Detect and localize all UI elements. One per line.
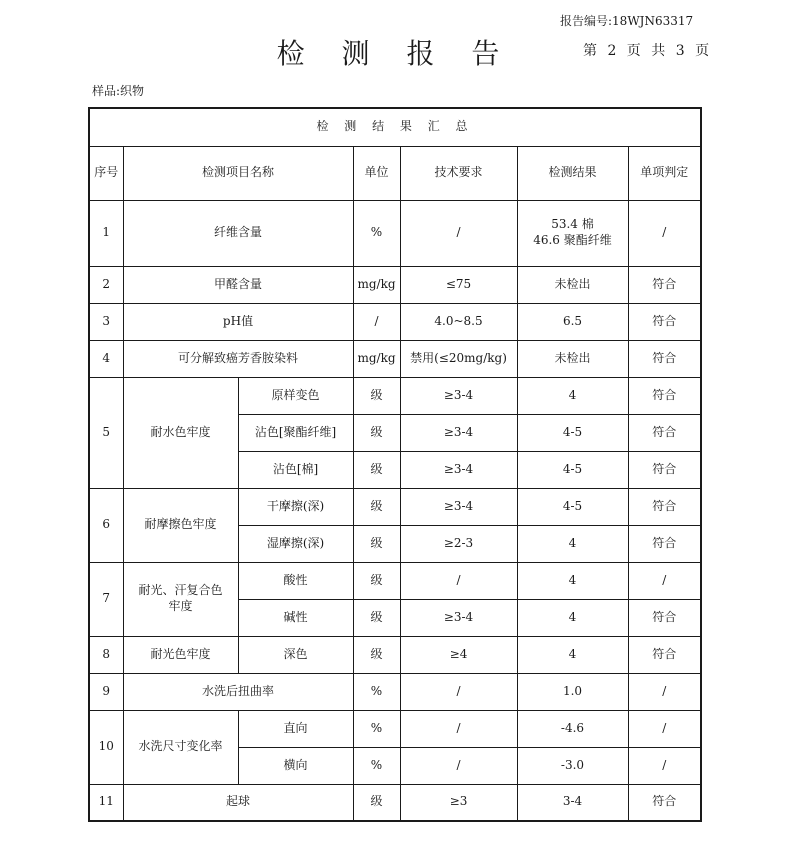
row-seq: 9	[89, 673, 123, 710]
row-subitem: 碱性	[238, 599, 353, 636]
row-judgment: /	[628, 200, 701, 266]
col-header-item: 检测项目名称	[123, 146, 353, 200]
row-judgment: 符合	[628, 377, 701, 414]
page-info: 第 2 页 共 3 页	[583, 43, 713, 59]
row-item: 甲醛含量	[123, 266, 353, 303]
row-result: 6.5	[517, 303, 628, 340]
col-header-result: 检测结果	[517, 146, 628, 200]
row-item: 耐摩擦色牢度	[123, 488, 238, 562]
col-header-requirement: 技术要求	[400, 146, 517, 200]
row-seq: 10	[89, 710, 123, 784]
col-header-judgment: 单项判定	[628, 146, 701, 200]
row-judgment: /	[628, 710, 701, 747]
table-row	[89, 784, 701, 821]
row-seq: 8	[89, 636, 123, 673]
row-unit: /	[353, 303, 400, 340]
section-title: 检 测 结 果 汇 总	[89, 108, 701, 146]
row-result: 3-4	[517, 784, 628, 821]
row-result: 4	[517, 636, 628, 673]
row-result: 未检出	[517, 340, 628, 377]
row-unit: 级	[353, 636, 400, 673]
row-judgment: 符合	[628, 414, 701, 451]
row-requirement: ≥3-4	[400, 414, 517, 451]
row-unit: %	[353, 710, 400, 747]
row-judgment: 符合	[628, 636, 701, 673]
row-unit: 级	[353, 488, 400, 525]
item-line: 牢度	[168, 599, 193, 613]
row-judgment: 符合	[628, 525, 701, 562]
row-unit: mg/kg	[353, 340, 400, 377]
row-result: 4-5	[517, 414, 628, 451]
row-item: 耐光色牢度	[123, 636, 238, 673]
row-result: -4.6	[517, 710, 628, 747]
row-requirement: ≥2-3	[400, 525, 517, 562]
row-result: 4	[517, 525, 628, 562]
row-seq: 6	[89, 488, 123, 562]
table-row	[89, 562, 701, 599]
row-subitem: 直向	[238, 710, 353, 747]
sample-label: 样品:织物	[92, 84, 145, 98]
row-result: 4-5	[517, 488, 628, 525]
row-result	[517, 200, 628, 266]
col-header-unit: 单位	[353, 146, 400, 200]
row-result: 4	[517, 599, 628, 636]
row-unit: 级	[353, 377, 400, 414]
table-row	[89, 636, 701, 673]
row-judgment: 符合	[628, 599, 701, 636]
row-seq: 7	[89, 562, 123, 636]
row-result: 4-5	[517, 451, 628, 488]
row-requirement: /	[400, 747, 517, 784]
row-requirement: ≥3-4	[400, 488, 517, 525]
row-requirement: /	[400, 710, 517, 747]
row-requirement: ≥3	[400, 784, 517, 821]
row-item: 耐水色牢度	[123, 377, 238, 488]
result-line: 53.4 棉	[551, 217, 594, 232]
row-subitem: 干摩擦(深)	[238, 488, 353, 525]
row-judgment: 符合	[628, 488, 701, 525]
row-subitem: 横向	[238, 747, 353, 784]
row-unit: 级	[353, 599, 400, 636]
row-requirement: ≥3-4	[400, 451, 517, 488]
row-subitem: 沾色[棉]	[238, 451, 353, 488]
table-row	[89, 303, 701, 340]
row-requirement: ≥3-4	[400, 599, 517, 636]
row-seq: 3	[89, 303, 123, 340]
row-subitem: 原样变色	[238, 377, 353, 414]
table-row	[89, 200, 701, 266]
row-unit: 级	[353, 562, 400, 599]
document-title: 检 测 报 告	[276, 37, 514, 70]
table-row	[89, 377, 701, 414]
row-seq: 4	[89, 340, 123, 377]
row-unit: 级	[353, 784, 400, 821]
row-item: 可分解致癌芳香胺染料	[123, 340, 353, 377]
row-result: 1.0	[517, 673, 628, 710]
row-unit: 级	[353, 525, 400, 562]
row-subitem: 酸性	[238, 562, 353, 599]
row-seq: 11	[89, 784, 123, 821]
row-requirement: 4.0~8.5	[400, 303, 517, 340]
row-result: 未检出	[517, 266, 628, 303]
row-judgment: 符合	[628, 451, 701, 488]
results-table	[88, 107, 702, 822]
row-judgment: /	[628, 562, 701, 599]
row-result: -3.0	[517, 747, 628, 784]
item-line: 耐光、汗复合色	[138, 583, 223, 598]
row-judgment: /	[628, 747, 701, 784]
row-result: 4	[517, 377, 628, 414]
row-requirement: 禁用(≤20mg/kg)	[400, 340, 517, 377]
header-row	[89, 146, 701, 200]
row-result: 4	[517, 562, 628, 599]
table-row	[89, 266, 701, 303]
row-unit: 级	[353, 414, 400, 451]
row-item: 水洗尺寸变化率	[123, 710, 238, 784]
row-unit: mg/kg	[353, 266, 400, 303]
table-row	[89, 488, 701, 525]
row-item: 纤维含量	[123, 200, 353, 266]
col-header-seq: 序号	[89, 146, 123, 200]
row-judgment: 符合	[628, 784, 701, 821]
row-requirement: /	[400, 562, 517, 599]
row-item: 水洗后扭曲率	[123, 673, 353, 710]
result-line: 46.6 聚酯纤维	[533, 233, 612, 247]
table-row	[89, 673, 701, 710]
row-requirement: ≥3-4	[400, 377, 517, 414]
row-judgment: 符合	[628, 303, 701, 340]
row-requirement: ≤75	[400, 266, 517, 303]
row-seq: 5	[89, 377, 123, 488]
row-requirement: ≥4	[400, 636, 517, 673]
row-judgment: 符合	[628, 340, 701, 377]
row-unit: %	[353, 673, 400, 710]
row-item: pH值	[123, 303, 353, 340]
row-subitem: 沾色[聚酯纤维]	[238, 414, 353, 451]
row-requirement: /	[400, 673, 517, 710]
report-number: 报告编号:18WJN63317	[560, 14, 694, 28]
row-seq: 2	[89, 266, 123, 303]
row-unit: 级	[353, 451, 400, 488]
row-item: 起球	[123, 784, 353, 821]
table-row	[89, 710, 701, 747]
row-unit: %	[353, 747, 400, 784]
row-unit: %	[353, 200, 400, 266]
row-subitem: 湿摩擦(深)	[238, 525, 353, 562]
row-subitem: 深色	[238, 636, 353, 673]
row-item	[123, 562, 238, 636]
row-judgment: /	[628, 673, 701, 710]
row-requirement: /	[400, 200, 517, 266]
table-row	[89, 340, 701, 377]
row-seq: 1	[89, 200, 123, 266]
row-judgment: 符合	[628, 266, 701, 303]
